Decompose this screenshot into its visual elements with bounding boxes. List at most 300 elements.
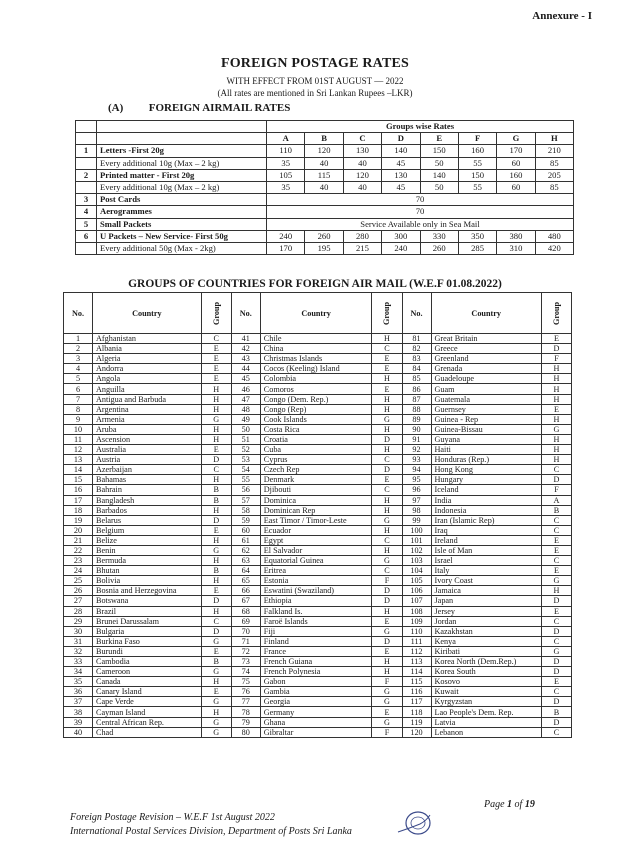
group-letter: A [267,133,305,145]
column-header-group-text: Group [211,301,221,325]
country-name: Canary Island [93,687,202,697]
country-group: E [201,364,231,374]
rate-item-number: 6 [76,230,97,242]
country-number: 42 [231,344,260,354]
country-name: Bhutan [93,566,202,576]
country-group: H [201,394,231,404]
country-name: Italy [431,566,541,576]
country-name: Christmas Islands [260,354,372,364]
country-group: E [541,545,571,555]
country-number: 71 [231,636,260,646]
country-group: D [372,586,402,596]
country-group: B [201,566,231,576]
country-group: H [201,606,231,616]
country-number: 101 [402,535,431,545]
table-row [64,414,572,424]
country-number: 51 [231,434,260,444]
country-name: Kiribati [431,646,541,656]
country-number: 22 [64,545,93,555]
country-group: D [541,626,571,636]
country-group: D [541,344,571,354]
rates-groups-row [76,133,574,145]
table-row [64,374,572,384]
table-row [64,505,572,515]
rate-value: 150 [420,145,458,157]
table-row [64,596,572,606]
country-name: Barbados [93,505,202,515]
country-number: 23 [64,556,93,566]
group-letter: H [535,133,573,145]
country-name: Fiji [260,626,372,636]
country-number: 89 [402,414,431,424]
country-name: Bosnia and Herzegovina [93,586,202,596]
country-groups-table [63,292,572,738]
rate-value: 205 [535,169,573,181]
table-row [64,525,572,535]
country-name: Gambia [260,687,372,697]
country-group: C [372,344,402,354]
country-group: H [372,657,402,667]
country-group: D [541,717,571,727]
country-name: Congo (Rep) [260,404,372,414]
rate-row [76,194,574,206]
country-number: 73 [231,657,260,667]
country-number: 6 [64,384,93,394]
country-number: 25 [64,576,93,586]
country-number: 39 [64,717,93,727]
country-group: D [372,434,402,444]
country-group: G [372,414,402,424]
column-header-group-text: Group [551,301,561,325]
country-number: 3 [64,354,93,364]
country-number: 84 [402,364,431,374]
country-name: Eritrea [260,566,372,576]
group-letter: E [420,133,458,145]
country-number: 48 [231,404,260,414]
country-name: Bahamas [93,475,202,485]
country-name: Angola [93,374,202,384]
country-name: Grenada [431,364,541,374]
country-number: 105 [402,576,431,586]
country-number: 90 [402,424,431,434]
country-number: 82 [402,344,431,354]
country-number: 52 [231,445,260,455]
country-group: E [201,344,231,354]
country-number: 119 [402,717,431,727]
country-name: Honduras (Rep.) [431,455,541,465]
rate-value: 130 [382,169,420,181]
table-row [64,354,572,364]
country-number: 21 [64,535,93,545]
country-group: E [201,646,231,656]
country-group: C [541,525,571,535]
country-name: Dominica [260,495,372,505]
page-title: FOREIGN POSTAGE RATES [220,56,410,71]
country-name: Lao People's Dem. Rep. [431,707,541,717]
country-name: Guadeloupe [431,374,541,384]
country-number: 26 [64,586,93,596]
country-number: 43 [231,354,260,364]
currency-note: (All rates are mentioned in Sri Lankan Rupees –LKR) [217,88,413,98]
country-name: Afghanistan [93,334,202,344]
country-number: 38 [64,707,93,717]
rate-row [76,242,574,254]
country-number: 70 [231,626,260,636]
page-of: of [514,799,523,810]
country-group: H [541,394,571,404]
country-number: 64 [231,566,260,576]
country-group: C [541,556,571,566]
country-number: 115 [402,677,431,687]
country-number: 97 [402,495,431,505]
section-a-label: (A) [108,102,124,114]
rate-value: 130 [343,145,381,157]
country-number: 29 [64,616,93,626]
group-letter: C [343,133,381,145]
country-name: Belarus [93,515,202,525]
country-number: 55 [231,475,260,485]
country-name: Bulgaria [93,626,202,636]
rate-value: 45 [382,181,420,193]
footer-division: International Postal Services Division, Department of Posts Sri Lanka [70,826,352,837]
section-a-heading [108,102,290,114]
country-number: 72 [231,646,260,656]
country-name: Kazakhstan [431,626,541,636]
country-name: Benin [93,545,202,555]
country-group: G [201,414,231,424]
country-name: Guatemala [431,394,541,404]
country-group: D [201,596,231,606]
country-name: Antigua and Barbuda [93,394,202,404]
country-number: 40 [64,727,93,737]
country-group: E [372,354,402,364]
country-group: E [372,616,402,626]
rate-item-number: 3 [76,194,97,206]
country-group: G [372,717,402,727]
country-number: 92 [402,445,431,455]
country-group: C [372,485,402,495]
country-number: 95 [402,475,431,485]
country-group: H [541,434,571,444]
rate-value: 310 [497,242,535,254]
table-row [64,646,572,656]
country-number: 76 [231,687,260,697]
country-name: Congo (Dem. Rep.) [260,394,372,404]
country-number: 65 [231,576,260,586]
country-number: 59 [231,515,260,525]
country-group: E [372,707,402,717]
country-name: Cape Verde [93,697,202,707]
country-number: 15 [64,475,93,485]
country-group: B [201,495,231,505]
country-name: Eswatini (Swaziland) [260,586,372,596]
country-name: Austria [93,455,202,465]
country-group: H [372,495,402,505]
rate-row [76,230,574,242]
country-group: H [201,384,231,394]
table-row [64,657,572,667]
country-number: 53 [231,455,260,465]
rate-value: 240 [267,230,305,242]
country-name: Guernsey [431,404,541,414]
country-group: E [201,586,231,596]
country-group: H [372,667,402,677]
country-name: Ivory Coast [431,576,541,586]
table-row [64,677,572,687]
rates-header-blank [97,121,267,133]
country-number: 7 [64,394,93,404]
table-row [64,364,572,374]
country-number: 13 [64,455,93,465]
rate-value: 55 [458,157,496,169]
airmail-rates-table [75,120,574,255]
country-group: C [541,616,571,626]
country-name: Korea North (Dem.Rep.) [431,657,541,667]
country-group: D [541,697,571,707]
country-group: C [372,566,402,576]
rate-description: Letters -First 20g [97,145,267,157]
country-number: 106 [402,586,431,596]
country-group: H [541,414,571,424]
country-name: Comoros [260,384,372,394]
table-row [64,636,572,646]
table-row [64,384,572,394]
country-group: D [541,475,571,485]
rate-value: 330 [420,230,458,242]
rate-description: Every additional 50g (Max - 2kg) [97,242,267,254]
table-row [64,344,572,354]
country-group: G [372,687,402,697]
country-number: 16 [64,485,93,495]
table-row [64,687,572,697]
country-group: H [541,384,571,394]
country-name: Albania [93,344,202,354]
country-number: 50 [231,424,260,434]
rate-value: 40 [343,181,381,193]
country-group: E [372,384,402,394]
country-group: H [201,434,231,444]
column-header-country: Country [431,293,541,334]
country-number: 2 [64,344,93,354]
country-name: East Timor / Timor-Leste [260,515,372,525]
table-row [64,424,572,434]
page-number [484,799,535,810]
column-header-country: Country [93,293,202,334]
rate-description: Aerogrammes [97,206,267,218]
country-number: 69 [231,616,260,626]
column-header-no: No. [402,293,431,334]
country-number: 11 [64,434,93,444]
rate-value: 170 [497,145,535,157]
country-group: G [372,626,402,636]
rate-row [76,218,574,230]
rate-item-number: 4 [76,206,97,218]
country-number: 91 [402,434,431,444]
rate-value: 160 [497,169,535,181]
country-name: Azerbaijan [93,465,202,475]
country-group: E [372,646,402,656]
rates-header-blank [97,133,267,145]
country-name: Israel [431,556,541,566]
country-group: H [201,677,231,687]
rate-item-number: 5 [76,218,97,230]
table-row [64,545,572,555]
country-name: Armenia [93,414,202,424]
country-name: Chile [260,334,372,344]
rate-row [76,157,574,169]
country-number: 67 [231,596,260,606]
country-number: 28 [64,606,93,616]
rate-value: 110 [267,145,305,157]
country-name: Jamaica [431,586,541,596]
column-header-no: No. [231,293,260,334]
rate-value: 150 [458,169,496,181]
country-name: Hong Kong [431,465,541,475]
country-group: F [372,727,402,737]
country-group: E [372,364,402,374]
country-group: C [372,455,402,465]
country-group: F [372,576,402,586]
country-name: Djibouti [260,485,372,495]
country-number: 9 [64,414,93,424]
country-number: 113 [402,657,431,667]
country-group: H [541,445,571,455]
country-name: Bangladesh [93,495,202,505]
country-name: Kenya [431,636,541,646]
country-group: E [201,687,231,697]
country-number: 37 [64,697,93,707]
country-group: E [541,334,571,344]
country-name: Canada [93,677,202,687]
country-name: Australia [93,445,202,455]
country-group: G [541,424,571,434]
country-name: Bahrain [93,485,202,495]
rates-header-blank [76,121,97,133]
rate-value: 50 [420,181,458,193]
country-name: Cocos (Keeling) Island [260,364,372,374]
country-number: 107 [402,596,431,606]
country-name: French Polynesia [260,667,372,677]
country-group: H [372,394,402,404]
country-number: 46 [231,384,260,394]
country-group: E [541,566,571,576]
country-number: 85 [402,374,431,384]
rate-value: 160 [458,145,496,157]
table-row [64,586,572,596]
groups-header: Groups wise Rates [267,121,574,133]
country-name: India [431,495,541,505]
rate-row [76,169,574,181]
table-row [64,717,572,727]
rate-value: 260 [420,242,458,254]
country-group: B [201,657,231,667]
country-name: Iceland [431,485,541,495]
rate-item-number [76,181,97,193]
table-row [64,334,572,344]
column-header-group [541,293,571,334]
table-row [64,576,572,586]
country-name: Gibraltar [260,727,372,737]
country-number: 98 [402,505,431,515]
country-group: G [541,646,571,656]
country-number: 56 [231,485,260,495]
country-number: 18 [64,505,93,515]
country-name: Ethiopia [260,596,372,606]
rate-value: 40 [305,181,343,193]
country-number: 12 [64,445,93,455]
country-group: G [201,697,231,707]
rate-description: Every additional 10g (Max – 2 kg) [97,181,267,193]
country-number: 78 [231,707,260,717]
rate-item-number: 1 [76,145,97,157]
country-number: 61 [231,535,260,545]
country-group: D [541,596,571,606]
column-header-no: No. [64,293,93,334]
country-name: Jordan [431,616,541,626]
group-letter: F [458,133,496,145]
country-number: 109 [402,616,431,626]
country-number: 62 [231,545,260,555]
country-group: H [541,364,571,374]
country-group: H [372,374,402,384]
country-number: 120 [402,727,431,737]
page-current: 1 [507,799,513,810]
country-name: Andorra [93,364,202,374]
country-name: Guinea-Bissau [431,424,541,434]
country-group: E [541,606,571,616]
country-name: Colombia [260,374,372,384]
country-number: 87 [402,394,431,404]
country-number: 17 [64,495,93,505]
groups-title: GROUPS OF COUNTRIES FOR FOREIGN AIR MAIL (W.E.F 01.08.2022) [128,278,502,290]
country-group: H [372,545,402,555]
rates-header-blank [76,133,97,145]
country-number: 31 [64,636,93,646]
country-group: H [201,556,231,566]
rate-item-number [76,242,97,254]
country-name: Hungary [431,475,541,485]
group-letter: B [305,133,343,145]
country-name: Dominican Rep [260,505,372,515]
country-number: 102 [402,545,431,555]
rate-value: 240 [382,242,420,254]
group-letter: G [497,133,535,145]
country-group: D [541,667,571,677]
rate-description: U Packets – New Service- First 50g [97,230,267,242]
country-name: Germany [260,707,372,717]
rate-value: 420 [535,242,573,254]
country-group: E [201,525,231,535]
rate-description: Every additional 10g (Max – 2 kg) [97,157,267,169]
rate-row [76,206,574,218]
country-name: Cyprus [260,455,372,465]
country-name: Greenland [431,354,541,364]
country-group: C [541,636,571,646]
country-name: Bolivia [93,576,202,586]
country-group: H [201,475,231,485]
country-name: Denmark [260,475,372,485]
country-name: Japan [431,596,541,606]
country-group: H [541,374,571,384]
country-group: G [201,545,231,555]
rate-value: 350 [458,230,496,242]
country-name: Haiti [431,445,541,455]
country-name: Ecuador [260,525,372,535]
table-row [64,475,572,485]
country-group: C [541,515,571,525]
rate-value: 195 [305,242,343,254]
country-number: 33 [64,657,93,667]
